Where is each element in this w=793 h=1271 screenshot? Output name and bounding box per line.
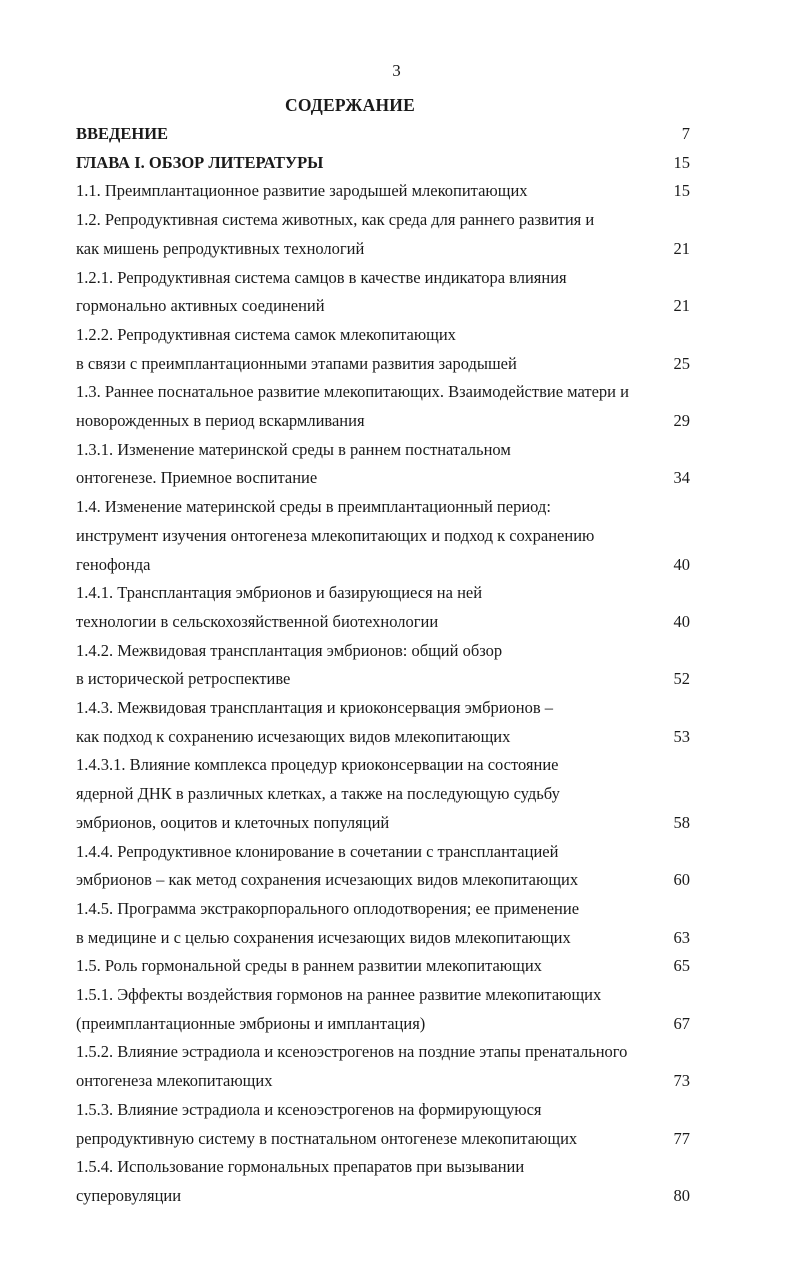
toc-entry-text: 1.4.4. Репродуктивное клонирование в сочетании с трансплантацией [76,841,559,861]
toc-entry-page-number: 65 [673,956,690,976]
toc-entry-text: (преимплантационные эмбрионы и имплантация) [76,1013,426,1033]
toc-entry-page-number: 77 [673,1128,690,1148]
toc-entry-page-number: 34 [673,468,690,488]
toc-entry-page-number: 67 [673,1013,690,1033]
toc-entry-text: 1.5.2. Влияние эстрадиола и ксеноэстрогенов на поздние этапы пренатального [76,1042,628,1062]
toc-entry-text: 1.4.3. Межвидовая трансплантация и криоконсервация эмбрионов – [76,698,554,717]
toc-entry-text: в медицине и с целью сохранения исчезающих видов млекопитающих [76,927,571,947]
toc-entry-text: 1.4.2. Межвидовая трансплантация эмбрионов: общий обзор [76,640,503,660]
toc-entry-page-number: 58 [673,812,690,832]
toc-entry-page-number: 40 [673,611,690,631]
toc-entry-text: 1.4.1. Трансплантация эмбрионов и базирующиеся на ней [76,583,483,603]
toc-entry-text: новорожденных в период вскармливания [76,411,365,430]
page-title: СОДЕРЖАНИЕ [284,95,415,115]
toc-entry-text: эмбрионов, ооцитов и клеточных популяций [76,812,390,832]
toc-entry-text: 1.3. Раннее поснатальное развитие млекопитающих. Взаимодействие матери и [76,382,629,402]
toc-entry-text: 1.2.1. Репродуктивная система самцов в качестве индикатора влияния [76,267,567,287]
toc-entry-text: онтогенезе. Приемное воспитание [76,468,318,488]
toc-entry-page-number: 80 [673,1185,690,1205]
toc-entry-page-number: 21 [673,238,690,258]
toc-entry-text: 1.5.3. Влияние эстрадиола и ксеноэстрогенов на формирующуюся [76,1099,542,1119]
toc-entry-page-number: 15 [673,181,690,201]
toc-entry-page-number: 7 [681,124,690,143]
toc-entry-text: суперовуляции [76,1185,182,1205]
toc-entry-text: в связи с преимплантационными этапами развития зародышей [76,353,517,373]
toc-entry-page-number: 73 [673,1071,690,1091]
toc-entry-text: 1.1. Преимплантационное развитие зародышей млекопитающих [76,181,528,201]
toc-entry-text: как подход к сохранению исчезающих видов млекопитающих [76,726,511,746]
toc-entry-text: 1.5.4. Использование гормональных препаратов при вызывании [76,1157,525,1177]
toc-entry-text: инструмент изучения онтогенеза млекопитающих и подход к сохранению [76,525,595,545]
toc-entry-text: эмбрионов – как метод сохранения исчезающих видов млекопитающих [76,870,579,890]
toc-entry-text: в исторической ретроспективе [76,669,291,689]
toc-entry-text: ядерной ДНК в различных клетках, а также на последующую судьбу [76,784,560,804]
toc-entry-text: 1.4. Изменение материнской среды в преимплантационный период: [76,497,551,517]
toc-entry-text: 1.5.1. Эффекты воздействия гормонов на раннее развитие млекопитающих [76,985,602,1004]
toc-entry-text: репродуктивную систему в постнатальном онтогенезе млекопитающих [76,1128,578,1148]
toc-entry-text: ГЛАВА I. ОБЗОР ЛИТЕРАТУРЫ [76,152,324,172]
toc-entry-page-number: 63 [673,927,690,947]
toc-entry-text: 1.4.3.1. Влияние комплекса процедур криоконсервации на состояние [76,755,559,775]
toc-entry-text: гормонально активных соединений [76,296,325,316]
toc-entry-text: 1.5. Роль гормональной среды в раннем развитии млекопитающих [76,956,542,976]
toc-entry-page-number: 25 [673,353,690,373]
toc-entry-page-number: 60 [673,870,690,890]
toc-entry-text: ВВЕДЕНИЕ [76,124,169,143]
toc-entry-page-number: 40 [673,554,690,574]
toc-entry-text: 1.2.2. Репродуктивная система самок млекопитающих [76,324,456,344]
toc-entry-page-number: 21 [673,296,690,316]
toc-entry-text: как мишень репродуктивных технологий [76,238,365,258]
toc-entry-page-number: 53 [673,726,690,746]
toc-entry-text: генофонда [76,554,151,574]
toc-entry-text: онтогенеза млекопитающих [76,1071,273,1091]
toc-entry-text: 1.3.1. Изменение материнской среды в раннем постнатальном [76,439,511,459]
toc-entry-text: 1.2. Репродуктивная система животных, как среда для раннего развития и [76,210,595,230]
page-number: 3 [392,61,401,80]
toc-entry-text: технологии в сельскохозяйственной биотехнологии [76,611,439,631]
toc-entry-page-number: 29 [673,411,690,430]
toc-entry-page-number: 52 [673,669,690,689]
toc-entry-page-number: 15 [673,152,690,172]
toc-entry-text: 1.4.5. Программа экстракорпорального оплодотворения; ее применение [76,898,580,918]
